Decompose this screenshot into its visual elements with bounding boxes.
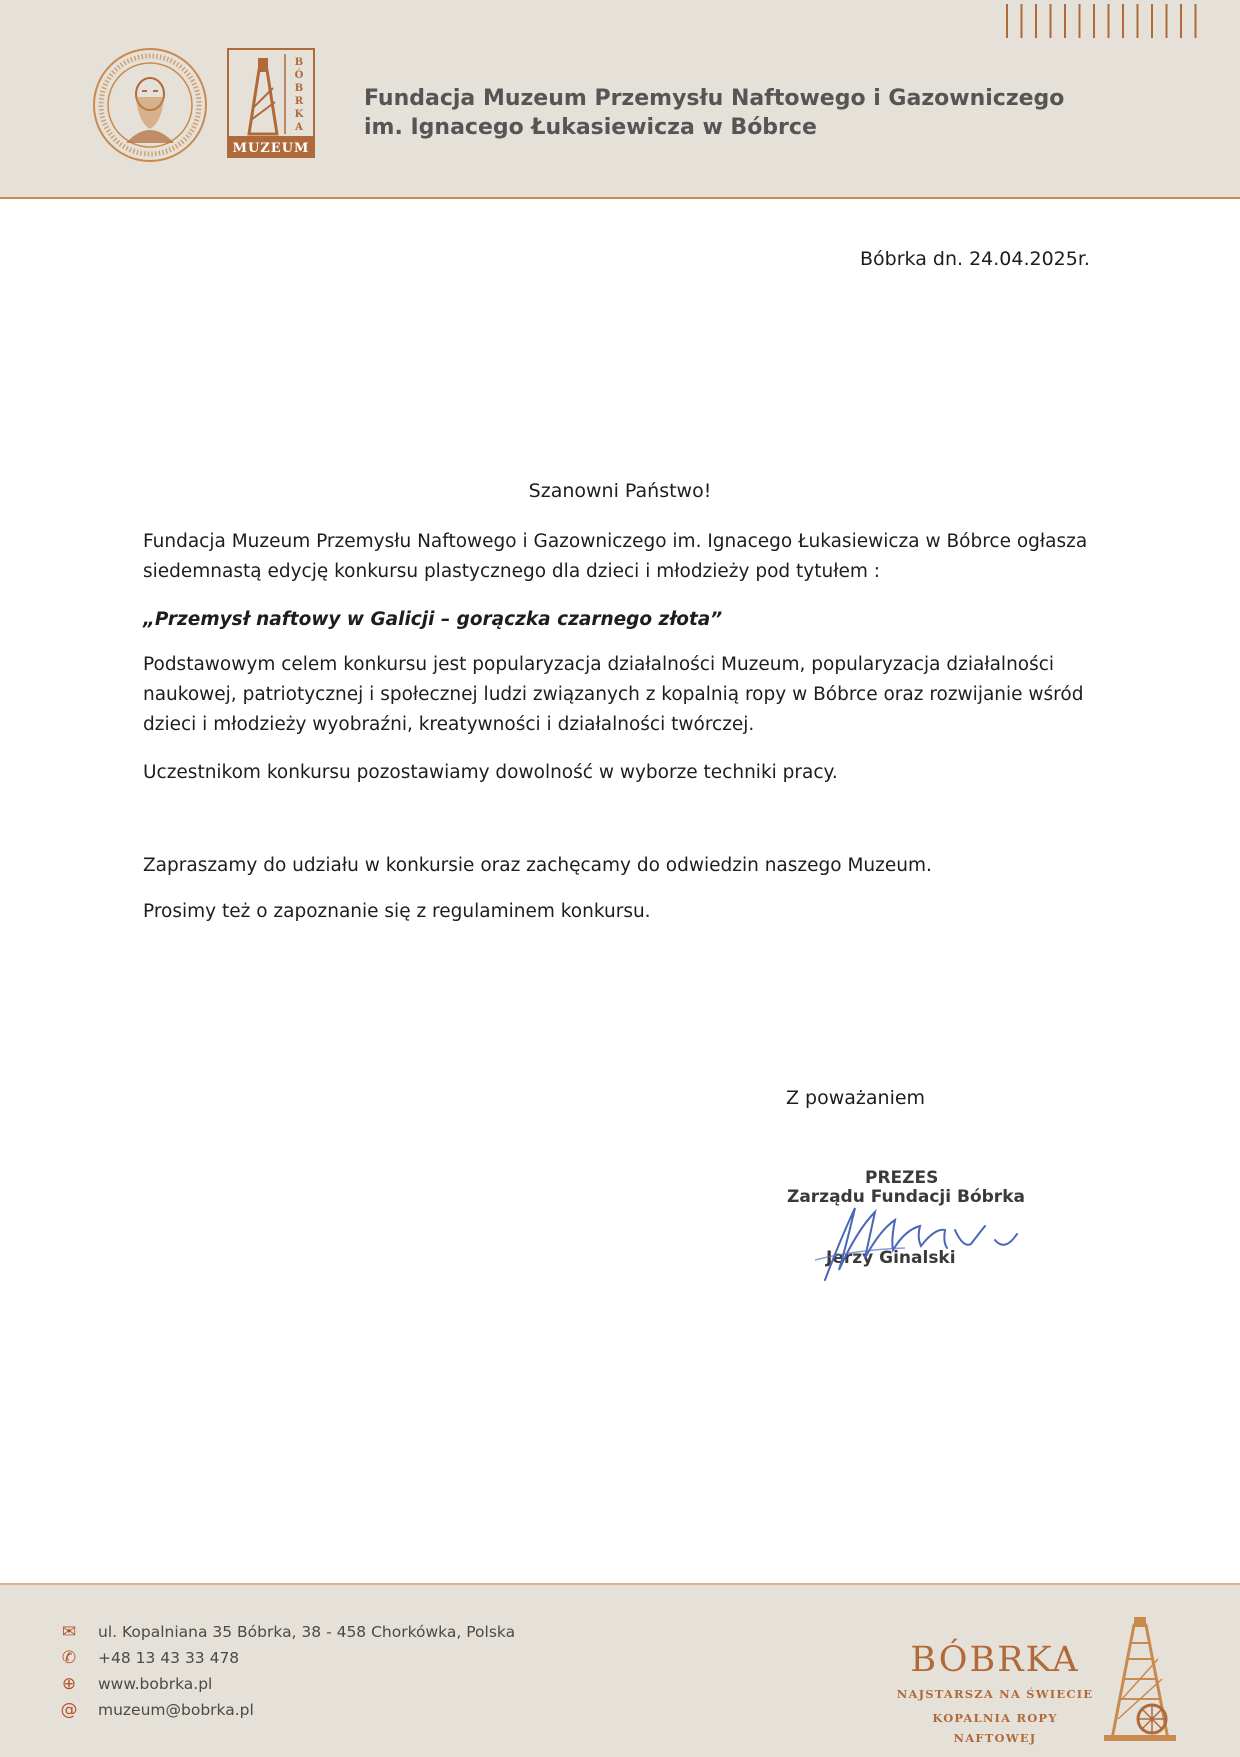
closing-phrase: Z poważaniem xyxy=(786,1087,926,1109)
organization-name xyxy=(364,84,1064,142)
org-name-line2: im. Ignacego Łukasiewicza w Bóbrce xyxy=(364,115,817,140)
at-icon: @ xyxy=(60,1700,78,1720)
paragraph-regulations: Prosimy też o zapoznanie się z regulaminem konkursu. xyxy=(143,901,651,922)
paragraph-announcement: Fundacja Muzeum Przemysłu Naftowego i Gazowniczego im. Ignacego Łukasiewicza w Bóbrce ogłasza siedemnastą edycję konkursu plastycznego dla dzieci i młodzieży pod tytułem : xyxy=(143,531,1088,582)
logo-letter: A xyxy=(295,122,303,133)
contact-email xyxy=(58,1698,254,1723)
lukasiewicz-seal-logo xyxy=(92,47,208,163)
contact-address xyxy=(58,1620,515,1645)
address-text: ul. Kopalniana 35 Bóbrka, 38 - 458 Chorkówka, Polska xyxy=(98,1623,516,1641)
paragraph-technique: Uczestnikom konkursu pozostawiamy dowolność w wyborze techniki pracy. xyxy=(143,762,838,783)
handwritten-signature xyxy=(795,1200,1035,1290)
brand-tagline-2: KOPALNIA ROPY NAFTOWEJ xyxy=(932,1711,1058,1745)
logo-letter: Ó xyxy=(294,70,304,81)
brand-name: BÓBRKA xyxy=(910,1640,1080,1680)
logo-letter: B xyxy=(294,83,304,94)
footer-brand xyxy=(895,1640,1095,1748)
email-link[interactable]: muzeum@bobrka.pl xyxy=(98,1701,254,1719)
paragraph-goal: Podstawowym celem konkursu jest popularyzacja działalności Muzeum, popularyzacja działalności naukowej, patriotycznej i społecznej ludzi związanych z kopalnią ropy w Bóbrce oraz rozwijanie wśród dzieci i młodzieży wyobraźni, kreatywności i działalności twórczej. xyxy=(143,654,1084,735)
letter-date: Bóbrka dn. 24.04.2025r. xyxy=(860,248,1090,270)
website-link[interactable]: www.bobrka.pl xyxy=(98,1675,213,1693)
phone-icon: ✆ xyxy=(61,1648,77,1668)
globe-icon: ⊕ xyxy=(61,1674,77,1694)
stamp-name: Jerzy Ginalski xyxy=(826,1248,956,1268)
brand-tagline-1: NAJSTARSZA NA ŚWIECIE xyxy=(896,1687,1094,1701)
logo-letter: B xyxy=(294,57,304,68)
envelope-icon: ✉ xyxy=(61,1622,77,1642)
bobrka-muzeum-logo xyxy=(227,48,315,158)
oil-derrick-icon xyxy=(1100,1615,1180,1743)
letter-greeting: Szanowni Państwo! xyxy=(528,480,712,502)
contact-phone xyxy=(58,1646,239,1671)
contest-title: „Przemysł naftowy w Galicji – gorączka czarnego złota” xyxy=(143,609,723,630)
logo-letter: R xyxy=(294,96,304,107)
stamp-role: Zarządu Fundacji Bóbrka xyxy=(787,1187,1025,1207)
decorative-tick-strip xyxy=(1006,4,1202,38)
stamp-title: PREZES xyxy=(865,1168,939,1188)
letterhead xyxy=(0,0,1240,199)
logo-caption: MUZEUM xyxy=(232,141,310,156)
contact-website xyxy=(58,1672,212,1697)
paragraph-invitation: Zapraszamy do udziału w konkursie oraz zachęcamy do odwiedzin naszego Muzeum. xyxy=(143,855,932,876)
phone-text: +48 13 43 33 478 xyxy=(98,1649,240,1667)
org-name-line1: Fundacja Muzeum Przemysłu Naftowego i Gazowniczego xyxy=(364,86,1065,111)
logo-letter: K xyxy=(294,109,304,120)
